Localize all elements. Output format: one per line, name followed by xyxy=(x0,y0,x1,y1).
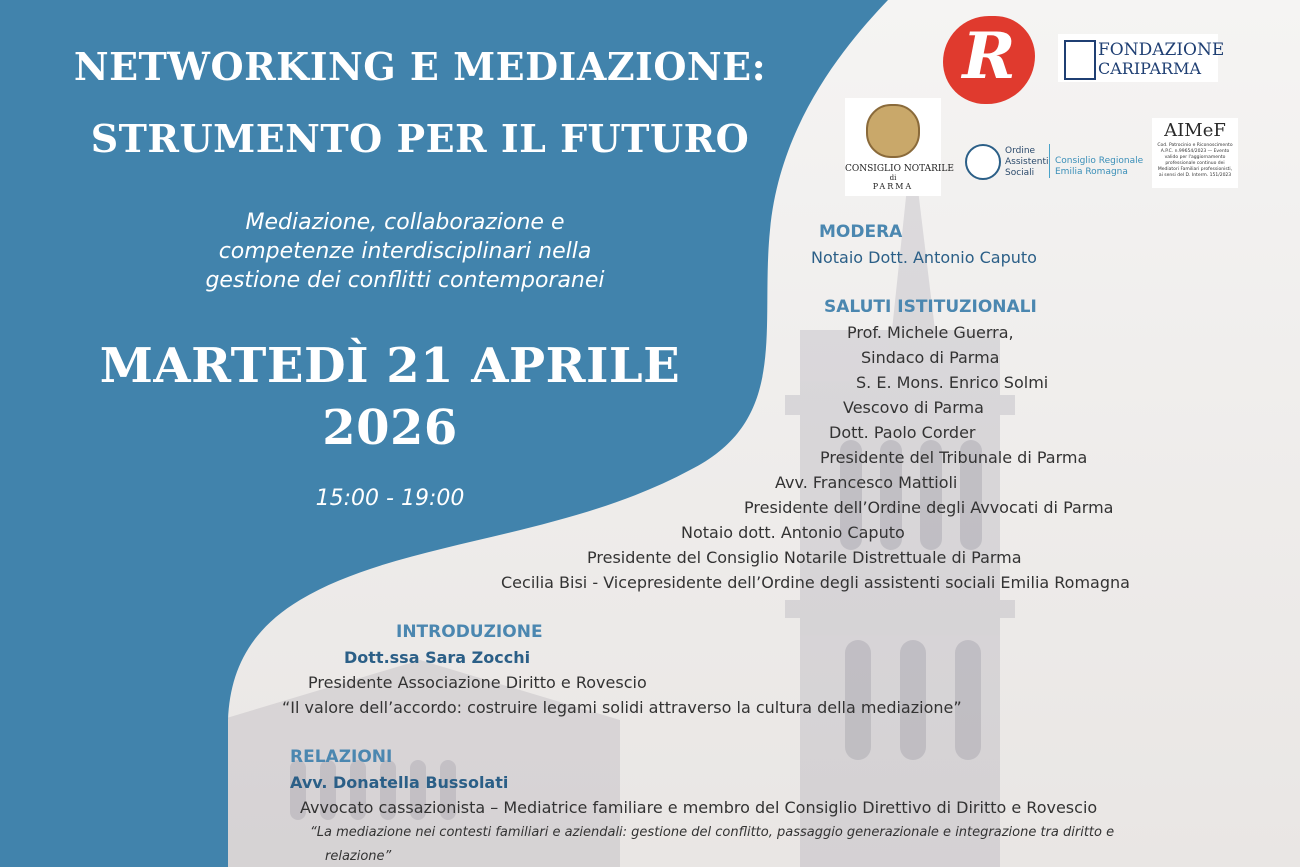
oas-line1: Ordine xyxy=(1005,146,1036,156)
page-title-line1: NETWORKING E MEDIAZIONE: xyxy=(73,44,767,89)
oas-icon xyxy=(965,144,1001,180)
ordine-assistenti-sociali-logo xyxy=(963,142,1143,182)
notarile-line1: CONSIGLIO NOTARILE xyxy=(845,164,954,174)
moderator-heading: MODERA xyxy=(819,222,903,242)
greeting-line: Prof. Michele Guerra, xyxy=(847,323,1014,342)
oas-right1: Consiglio Regionale xyxy=(1055,156,1144,166)
event-time: 15:00 - 19:00 xyxy=(315,486,465,511)
greeting-line: Sindaco di Parma xyxy=(861,348,1000,367)
subtitle-line2: competenze interdisciplinari nella xyxy=(218,239,592,264)
page-title-line2: STRUMENTO PER IL FUTURO xyxy=(90,116,750,161)
oas-line3: Sociali xyxy=(1005,168,1035,178)
greeting-line: Cecilia Bisi - Vicepresidente dell’Ordine degli assistenti sociali Emilia Romagna xyxy=(501,573,1130,592)
introduction-heading: INTRODUZIONE xyxy=(396,622,543,642)
greetings-heading: SALUTI ISTITUZIONALI xyxy=(824,297,1037,317)
talks-heading: RELAZIONI xyxy=(290,747,393,767)
fondazione-line1: FONDAZIONE xyxy=(1098,40,1225,60)
consiglio-notarile-logo xyxy=(845,98,954,196)
fondazione-cariparma-logo xyxy=(1058,34,1225,82)
greeting-line: Avv. Francesco Mattioli xyxy=(775,473,958,492)
oas-right2: Emilia Romagna xyxy=(1055,167,1128,177)
talks-role: Avvocato cassazionista – Mediatrice familiare e membro del Consiglio Direttivo di Diritto e Rovescio xyxy=(300,798,1098,817)
introduction-role: Presidente Associazione Diritto e Rovescio xyxy=(308,673,647,692)
subtitle-line3: gestione dei conflitti contemporanei xyxy=(205,268,605,293)
subtitle-line1: Mediazione, collaborazione e xyxy=(245,210,565,235)
rovescio-logo-mark: R xyxy=(962,19,1016,94)
talks-speaker: Avv. Donatella Bussolati xyxy=(290,773,509,792)
greeting-line: Notaio dott. Antonio Caputo xyxy=(681,523,905,542)
event-date-line2: 2026 xyxy=(322,400,458,456)
greeting-line: Presidente dell’Ordine degli Avvocati di Parma xyxy=(744,498,1114,517)
moderator-name: Notaio Dott. Antonio Caputo xyxy=(811,248,1037,267)
talks-title-line2: relazione” xyxy=(325,849,392,864)
introduction-speaker: Dott.ssa Sara Zocchi xyxy=(344,648,531,667)
fondazione-line2: CARIPARMA xyxy=(1098,59,1201,78)
talks-title-line1: “La mediazione nei contesti familiari e aziendali: gestione del conflitto, passaggio generazionale e integrazione tra diritto e xyxy=(310,825,1115,840)
greeting-line: Presidente del Tribunale di Parma xyxy=(820,448,1088,467)
introduction-talk: “Il valore dell’accordo: costruire legami solidi attraverso la cultura della mediazione” xyxy=(282,698,962,717)
greeting-line: Presidente del Consiglio Notarile Distrettuale di Parma xyxy=(587,548,1022,567)
notarile-line3: PARMA xyxy=(872,182,914,191)
notarile-seal-icon xyxy=(866,104,920,158)
greeting-line: S. E. Mons. Enrico Solmi xyxy=(856,373,1049,392)
event-date-line1: MARTEDÌ 21 APRILE xyxy=(99,338,681,394)
greeting-line: Vescovo di Parma xyxy=(843,398,984,417)
greeting-line: Dott. Paolo Corder xyxy=(829,423,976,442)
notarile-line2: di xyxy=(889,174,897,182)
aimef-note: Cod. Patrocinio e Riconoscimento A.P.C. n.99654/2023 — Evento valido per l'aggiornamento professionale continuo dei Mediatori Familiari professionisti, ai sensi del D. Interm. 151/2023 xyxy=(1157,143,1233,178)
oas-line2: Assistenti xyxy=(1005,157,1049,167)
subtitle xyxy=(160,208,650,295)
aimef-mark: AIMeF xyxy=(1164,120,1226,141)
fondazione-icon xyxy=(1064,40,1096,80)
aimef-logo xyxy=(1152,118,1238,188)
